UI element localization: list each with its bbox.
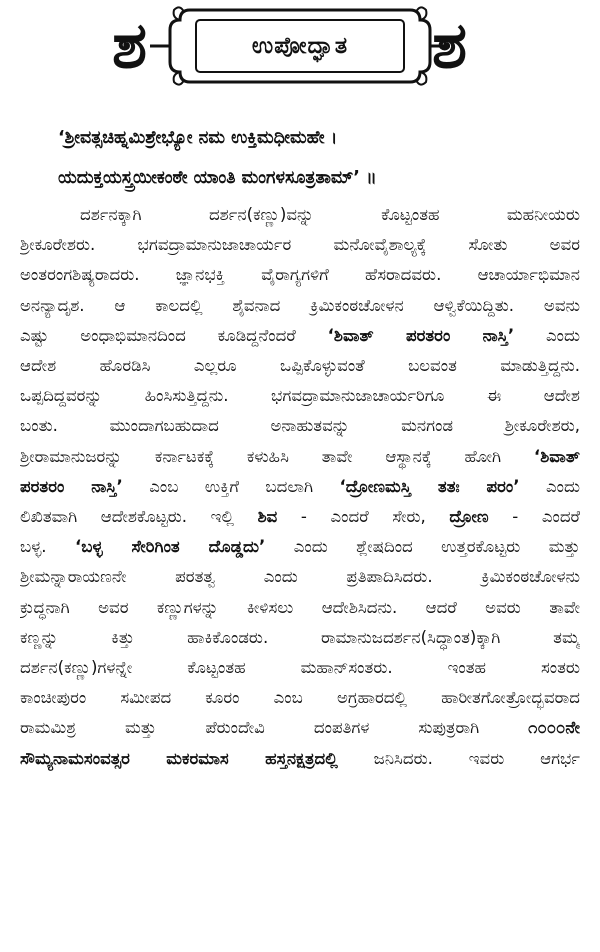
body-line	[20, 532, 580, 562]
body-line: ದರ್ಶನ(ಕಣ್ಣು)ಗಳನ್ನೇ ಕೊಟ್ಟಂತಹ ಮಹಾನ್‌ಸಂತರು. ಇಂತಹ ಸಂತರು	[20, 658, 580, 678]
bold-quote: ‘ದ್ರೋಣಮಸ್ತಿ ತತಃ ಪರಂ’	[339, 476, 520, 496]
bold-quote: ‘ಶಿವಾತ್ ಪರತರಂ ನಾಸ್ತಿ’	[327, 325, 515, 345]
body-text: ಶ್ರೀರಾಮಾನುಜರನ್ನು ಕರ್ನಾಟಕಕ್ಕೆ ಕಳುಹಿಸಿ ತಾವೇ ಆಸ್ಥಾನಕ್ಕೆ ಹೋಗಿ	[20, 446, 534, 466]
bold-term: ಶಿವ	[257, 507, 278, 527]
bold-year: ೧೦೦೦ನೇ	[528, 718, 580, 738]
body-text: ಎಂಬ ಉಕ್ತಿಗೆ ಬದಲಾಗಿ	[122, 476, 340, 496]
body-text: ರಾಮಮಿಶ್ರ ಮತ್ತು ಪೆರುಂದೇವಿ ದಂಪತಿಗಳ ಸುಪುತ್ರರಾಗಿ	[20, 718, 529, 738]
body-paragraph	[20, 200, 580, 774]
body-line	[20, 744, 580, 774]
body-line: ಕಣ್ಣನ್ನು ಕಿತ್ತು ಹಾಕಿಕೊಂಡರು. ರಾಮಾನುಜದರ್ಶನ(ಸಿದ್ಧಾಂತ)ಕ್ಕಾಗಿ ತಮ್ಮ	[20, 627, 580, 647]
chapter-title: ಉಪೋದ್ಘಾತ	[251, 33, 349, 59]
body-line	[20, 442, 580, 472]
body-line	[20, 472, 580, 502]
body-line: ಶ್ರೀಮನ್ನಾರಾಯಣನೇ ಪರತತ್ವ ಎಂದು ಪ್ರತಿಪಾದಿಸಿದರು. ಕ್ರಿಮಿಕಂಠಚೋಳನು	[20, 567, 580, 587]
body-line	[20, 713, 580, 743]
body-text: ಜನಿಸಿದರು. ಇವರು ಆಗರ್ಭ	[337, 748, 580, 768]
body-line: ಅಂತರಂಗಶಿಷ್ಯರಾದರು. ಜ್ಞಾನಭಕ್ತಿ ವೈರಾಗ್ಯಗಳಿಗೆ ಹೆಸರಾದವರು. ಆಚಾರ್ಯಾಭಿಮಾನ	[20, 265, 580, 285]
body-line: ದರ್ಶನಕ್ಕಾಗಿ ದರ್ಶನ(ಕಣ್ಣು)ವನ್ನು ಕೊಟ್ಟಂತಹ ಮಹನೀಯರು	[80, 205, 580, 224]
body-line	[20, 502, 580, 532]
body-text: ಎಂದು ಶ್ಲೇಷದಿಂದ ಉತ್ತರಕೊಟ್ಟರು ಮತ್ತು	[265, 537, 580, 557]
body-line: ಬಂತು. ಮುಂದಾಗಬಹುದಾದ ಅನಾಹುತವನ್ನು ಮನಗಂಡ ಶ್ರೀಕೂರೇಶರು,	[20, 416, 580, 436]
body-line: ಕ್ರುದ್ಧನಾಗಿ ಅವರ ಕಣ್ಣುಗಳನ್ನು ಕೀಳಿಸಲು ಆದೇಶಿಸಿದನು. ಆದರೆ ಅವರು ತಾವೇ	[20, 597, 580, 617]
verse-line-2: ಯದುಕ್ತಯಸ್ತ್ರಯೀಕಂಠೇ ಯಾಂತಿ ಮಂಗಳಸೂತ್ರತಾಮ್’ ॥	[58, 168, 377, 188]
bold-term: ದ್ರೋಣ	[449, 507, 489, 527]
header-left-glyph: ಶ	[112, 9, 148, 83]
body-line: ಒಪ್ಪದಿದ್ದವರನ್ನು ಹಿಂಸಿಸುತ್ತಿದ್ದನು. ಭಗವದ್ರಾಮಾನುಜಾಚಾರ್ಯರಿಗೂ ಈ ಆದೇಶ	[20, 386, 580, 406]
body-line: ಅನನ್ಯಾದೃಶ. ಆ ಕಾಲದಲ್ಲಿ ಶೈವನಾದ ಕ್ರಿಮಿಕಂಠಚೋಳನ ಆಳ್ವಿಕೆಯಿದ್ದಿತು. ಅವನು	[20, 295, 580, 315]
body-line	[20, 321, 580, 351]
body-text: ಎಷ್ಟು ಅಂಧಾಭಿಮಾನದಿಂದ ಕೂಡಿದ್ದನೆಂದರೆ	[20, 325, 328, 345]
body-line: ಆದೇಶ ಹೊರಡಿಸಿ ಎಲ್ಲರೂ ಒಪ್ಪಿಕೊಳ್ಳುವಂತೆ ಬಲವಂತ ಮಾಡುತ್ತಿದ್ದನು.	[20, 356, 580, 376]
bold-quote: ‘ಬಳ್ಳ ಸೇರಿಗಿಂತ ದೊಡ್ಡದು’	[74, 537, 266, 557]
body-text: - ಎಂದರೆ	[488, 507, 580, 527]
body-text: ಲಿಖಿತವಾಗಿ ಆದೇಶಕೊಟ್ಟರು. ಇಲ್ಲಿ	[20, 507, 258, 527]
bold-quote: ಪರತರಂ ನಾಸ್ತಿ’	[20, 476, 123, 496]
body-line: ಶ್ರೀಕೂರೇಶರು. ಭಗವದ್ರಾಮಾನುಜಾಚಾರ್ಯರ ಮನೋವೈಶಾಲ್ಯಕ್ಕೆ ಸೋತು ಅವರ	[20, 235, 580, 255]
body-text: ಎಂದು	[514, 325, 580, 345]
bold-date: ಸೌಮ್ಯನಾಮಸಂವತ್ಸರ ಮಕರಮಾಸ ಹಸ್ತನಕ್ಷತ್ರದಲ್ಲಿ	[20, 748, 338, 768]
header-right-glyph: ಶ	[432, 9, 468, 83]
body-line: ಕಾಂಚೀಪುರಂ ಸಮೀಪದ ಕೂರಂ ಎಂಬ ಅಗ್ರಹಾರದಲ್ಲಿ ಹಾರೀತಗೋತ್ರೋದ್ಭವರಾದ	[20, 688, 580, 708]
opening-verse	[58, 118, 578, 198]
bold-quote: ‘ಶಿವಾತ್	[533, 446, 580, 466]
body-text: ಎಂದು	[519, 476, 580, 496]
verse-line-1: ‘ಶ್ರೀವತ್ಸಚಿಹ್ನಮಿಶ್ರೇಭ್ಯೋ ನಮ ಉಕ್ತಿಮಧೀಮಹೇ ।	[58, 128, 338, 148]
body-text: - ಎಂದರೆ ಸೇರು,	[277, 507, 450, 527]
chapter-header	[0, 0, 600, 100]
body-text: ಬಳ್ಳ.	[20, 537, 75, 557]
